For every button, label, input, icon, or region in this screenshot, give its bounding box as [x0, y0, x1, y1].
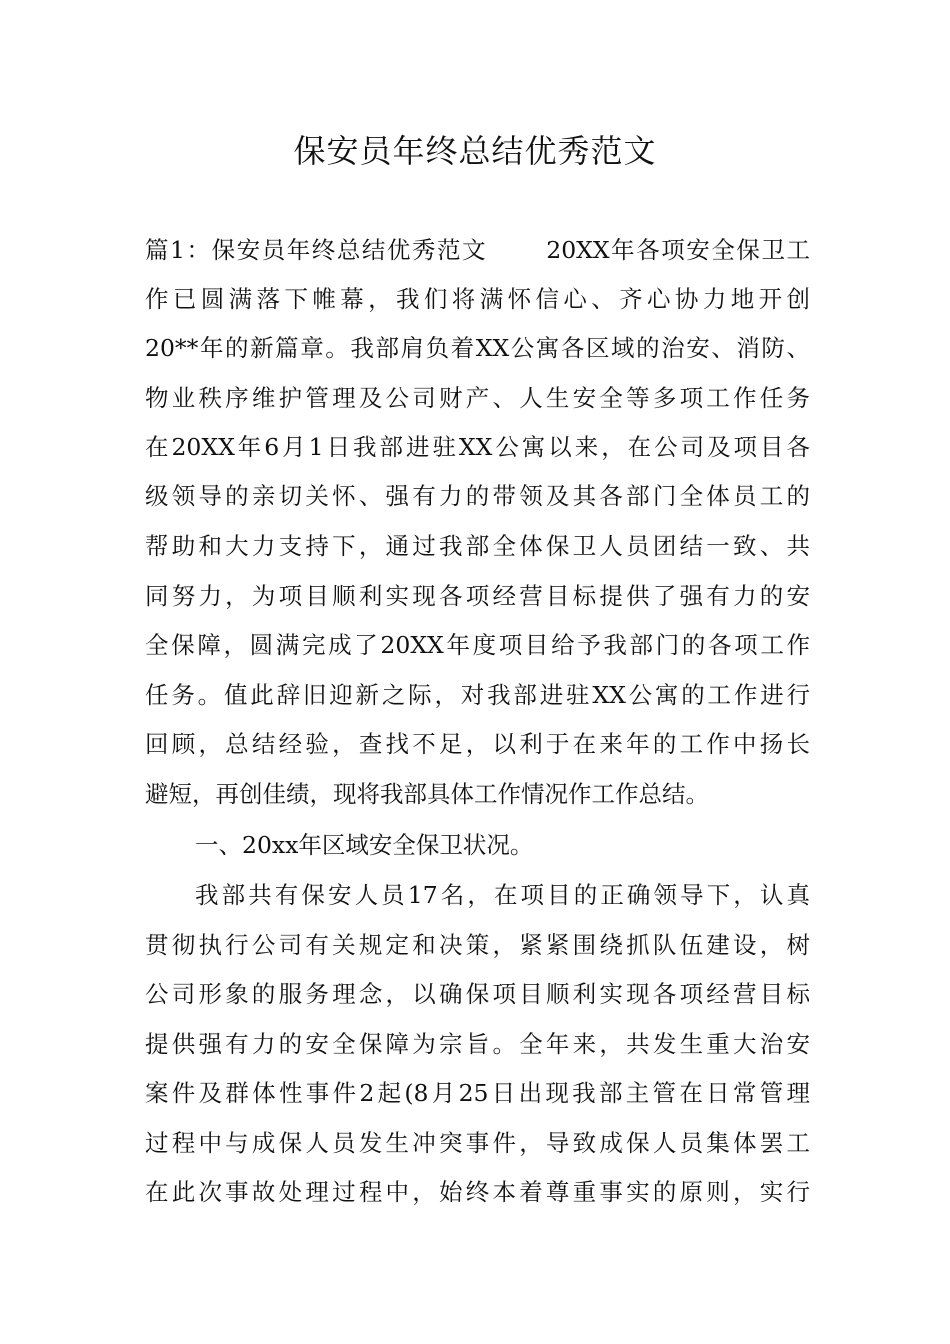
body-line-20: 在此次事故处理过程中，始终本着尊重事实的原则，实行 [145, 1178, 810, 1206]
body-line-5: 在20XX年6月1日我部进驻XX公寓以来，在公司及项目各 [145, 433, 810, 461]
body-line-4: 物业秩序维护管理及公司财产、人生安全等多项工作任务 [145, 384, 810, 412]
body-line-9: 全保障，圆满完成了20XX年度项目给予我部门的各项工作 [145, 631, 810, 659]
body-line-6: 级领导的亲切关怀、强有力的带领及其各部门全体员工的 [145, 482, 810, 510]
body-line-15: 贯彻执行公司有关规定和决策，紧紧围绕抓队伍建设，树 [145, 931, 810, 959]
body-line-14: 我部共有保安人员17名，在项目的正确领导下，认真 [195, 881, 810, 909]
body-line-16: 公司形象的服务理念，以确保项目顺利实现各项经营目标 [145, 980, 810, 1008]
body-line-8: 同努力，为项目顺利实现各项经营目标提供了强有力的安 [145, 582, 810, 610]
section-heading: 一、20xx年区域安全保卫状况。 [195, 831, 534, 859]
body-line-18: 案件及群体性事件2起(8月25日出现我部主管在日常管理 [145, 1079, 810, 1107]
body-line-3: 20**年的新篇章。我部肩负着XX公寓各区域的治安、消防、 [145, 334, 810, 362]
body-line-19: 过程中与成保人员发生冲突事件，导致成保人员集体罢工 [145, 1129, 810, 1157]
body-line-7: 帮助和大力支持下，通过我部全体保卫人员团结一致、共 [145, 532, 810, 560]
body-line-2: 作已圆满落下帷幕，我们将满怀信心、齐心协力地开创 [145, 285, 810, 313]
body-line-12: 避短，再创佳绩，现将我部具体工作情况作工作总结。 [145, 780, 709, 808]
body-line-1: 篇1：保安员年终总结优秀范文 20XX年各项安全保卫工 [145, 236, 810, 264]
body-line-17: 提供强有力的安全保障为宗旨。全年来，共发生重大治安 [145, 1030, 810, 1058]
body-line-10: 任务。值此辞旧迎新之际，对我部进驻XX公寓的工作进行 [145, 681, 810, 709]
body-line-11: 回顾，总结经验，查找不足，以利于在来年的工作中扬长 [145, 730, 810, 758]
document-title: 保安员年终总结优秀范文 [293, 132, 657, 170]
